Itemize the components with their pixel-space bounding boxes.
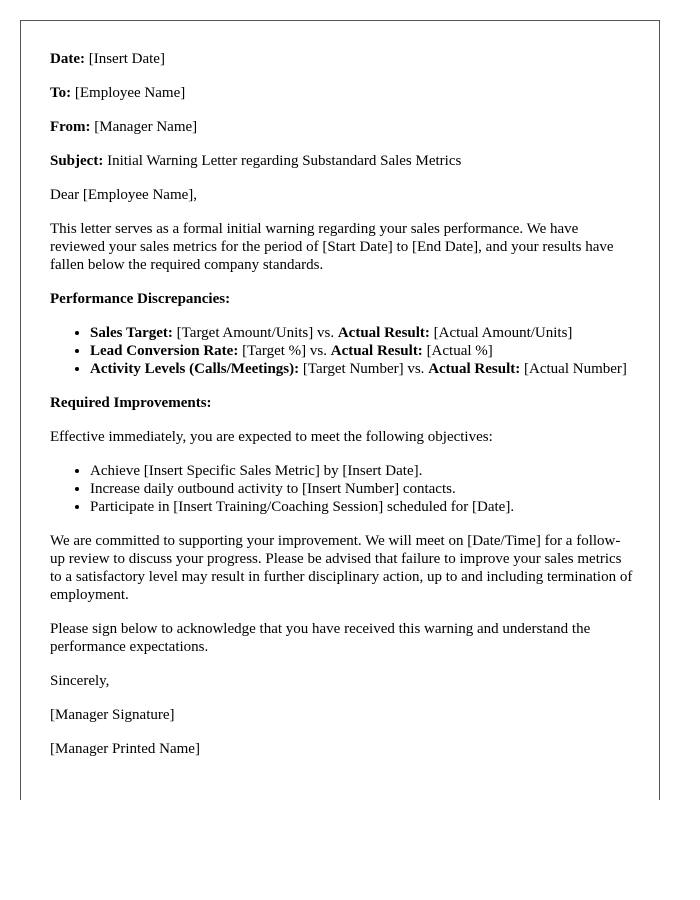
from-line	[50, 118, 635, 136]
list-item	[90, 324, 635, 342]
commitment-paragraph: We are committed to supporting your improvement. We will meet on [Date/Time] for a follow-up review to discuss your progress. Please be advised that failure to improve your sales metrics to a satisfactory level may result in further disciplinary action, up to and including termination of employment.	[50, 533, 633, 603]
actual-label: Actual Result:	[337, 325, 430, 341]
actual-label: Actual Result:	[330, 343, 423, 359]
target-value: [Target %] vs.	[242, 343, 327, 359]
intro-paragraph: This letter serves as a formal initial warning regarding your sales performance. We have reviewed your sales metrics for the period of [Start Date] to [End Date], and your results have fallen below the required company standards.	[50, 221, 614, 273]
to-value: [Employee Name]	[74, 85, 186, 101]
actual-label: Actual Result:	[428, 361, 521, 377]
from-value: [Manager Name]	[94, 119, 198, 135]
printed-name-line: [Manager Printed Name]	[50, 741, 200, 757]
list-item: • Participate in [Insert Training/Coaching Session] scheduled for [Date].	[90, 498, 635, 516]
target-value: [Target Amount/Units] vs.	[176, 325, 335, 341]
acknowledge-paragraph: Please sign below to acknowledge that you have received this warning and understand the performance expectations.	[50, 621, 591, 655]
actual-value: [Actual %]	[426, 343, 493, 359]
signature-line: [Manager Signature]	[50, 707, 175, 723]
improvements-heading: Required Improvements:	[50, 395, 212, 411]
list-item: • Increase daily outbound activity to [Insert Number] contacts.	[90, 480, 635, 498]
to-line	[50, 84, 635, 102]
subject-line	[50, 152, 635, 170]
from-label: From:	[50, 119, 91, 135]
subject-label: Subject:	[50, 153, 104, 169]
target-value: [Target Number] vs.	[302, 361, 425, 377]
list-item	[90, 360, 635, 378]
subject-value: Initial Warning Letter regarding Substandard Sales Metrics	[107, 153, 462, 169]
date-label: Date:	[50, 51, 85, 67]
metric-label: Sales Target:	[90, 325, 173, 341]
improvements-list	[50, 462, 635, 516]
actual-value: [Actual Number]	[524, 361, 627, 377]
discrepancies-list	[50, 324, 635, 378]
discrepancies-heading: Performance Discrepancies:	[50, 291, 231, 307]
list-item: • Achieve [Insert Specific Sales Metric] by [Insert Date].	[90, 462, 635, 480]
metric-label: Lead Conversion Rate:	[90, 343, 239, 359]
metric-label: Activity Levels (Calls/Meetings):	[90, 361, 300, 377]
date-value: [Insert Date]	[88, 51, 165, 67]
letter-page	[20, 20, 660, 800]
letter-content	[50, 50, 635, 774]
actual-value: [Actual Amount/Units]	[433, 325, 573, 341]
list-item	[90, 342, 635, 360]
to-label: To:	[50, 85, 72, 101]
date-line	[50, 50, 635, 68]
improvements-intro: Effective immediately, you are expected to meet the following objectives:	[50, 429, 493, 445]
salutation: Dear [Employee Name],	[50, 187, 198, 203]
closing: Sincerely,	[50, 673, 110, 689]
